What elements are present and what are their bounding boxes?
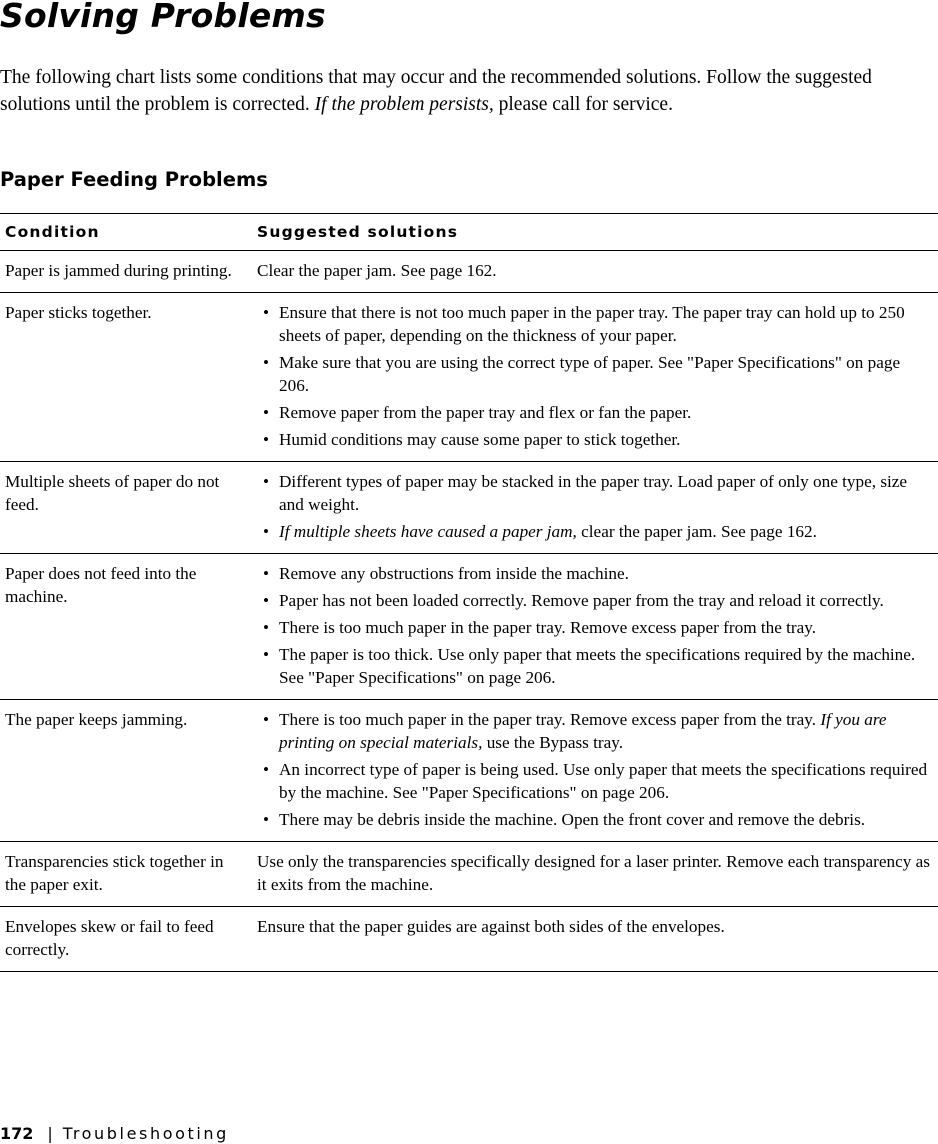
solution-text: Remove any obstructions from inside the machine.: [279, 564, 629, 583]
solutions-header: Suggested solutions: [257, 222, 459, 241]
intro-end: please call for service.: [493, 94, 673, 115]
solution-text: Different types of paper may be stacked in the paper tray. Load paper of only one type, size and weight.: [279, 472, 908, 514]
table-row: [0, 700, 938, 842]
problems-table: [0, 213, 938, 972]
chapter-name: Troubleshooting: [62, 1124, 229, 1143]
solution-text: There is too much paper in the paper tray. Remove excess paper from the tray.: [279, 710, 821, 729]
condition-cell: The paper keeps jamming.: [5, 710, 188, 729]
table-header: [0, 214, 938, 251]
table-body: [0, 251, 938, 972]
solution-item: [257, 643, 934, 689]
condition-cell: Transparencies stick together in the paper exit.: [5, 852, 224, 894]
condition-cell: Multiple sheets of paper do not feed.: [5, 472, 220, 514]
solution-text-after: clear the paper jam. See page 162.: [576, 522, 817, 541]
table-row: [0, 842, 938, 907]
table-row: [0, 462, 938, 554]
page-number: 172: [0, 1124, 34, 1143]
page-footer: [0, 1124, 229, 1144]
solution-text: Paper has not been loaded correctly. Remove paper from the tray and reload it correctly.: [279, 591, 884, 610]
solution-item: [257, 301, 934, 347]
solution-item: [257, 470, 934, 516]
solution-emphasis: If you are printing on special materials,: [279, 710, 887, 752]
solution-cell: Ensure that the paper guides are against both sides of the envelopes.: [257, 917, 725, 936]
solution-item: [257, 808, 934, 831]
solution-cell: [252, 700, 938, 842]
table-row: [0, 554, 938, 700]
table-row: [0, 293, 938, 462]
table-row: [0, 907, 938, 972]
solution-item: [257, 351, 934, 397]
intro-paragraph: [0, 64, 936, 118]
solution-text: Make sure that you are using the correct type of paper. See "Paper Specifications" on page 206.: [279, 353, 901, 395]
solution-item: [257, 708, 934, 754]
solution-item: [257, 562, 934, 585]
footer-separator: |: [47, 1124, 53, 1143]
solution-text: An incorrect type of paper is being used. Use only paper that meets the specifications required by the machine. See "Paper Specifications" on page 206.: [279, 760, 928, 802]
table-row: [0, 251, 938, 293]
solution-item: [257, 428, 934, 451]
solution-item: [257, 401, 934, 424]
solution-text: Remove paper from the paper tray and flex or fan the paper.: [279, 403, 692, 422]
condition-header: Condition: [5, 222, 100, 241]
intro-text: The following chart lists some conditions that may occur and the recommended solutions. Follow the suggested solutions until the problem is corrected.: [0, 67, 872, 115]
page-title: Solving Problems: [0, 0, 326, 35]
table-header-row: [0, 214, 938, 251]
solution-item: [257, 589, 934, 612]
solution-item: [257, 616, 934, 639]
solution-cell: [252, 554, 938, 700]
solution-text: Humid conditions may cause some paper to stick together.: [279, 430, 681, 449]
solution-item: [257, 520, 934, 543]
solution-cell: [252, 293, 938, 462]
solution-list: [257, 301, 934, 451]
solution-list: [257, 708, 934, 831]
solution-cell: Use only the transparencies specifically designed for a laser printer. Remove each transparency as it exits from the machine.: [257, 852, 930, 894]
solution-cell: Clear the paper jam. See page 162.: [257, 261, 497, 280]
solution-list: [257, 470, 934, 543]
solution-text-after: use the Bypass tray.: [482, 733, 624, 752]
solution-list: [257, 562, 934, 689]
intro-emphasis: If the problem persists,: [314, 94, 494, 115]
solution-text: Ensure that there is not too much paper in the paper tray. The paper tray can hold up to 250 sheets of paper, depending on the thickness of your paper.: [279, 303, 905, 345]
condition-cell: Paper is jammed during printing.: [5, 261, 232, 280]
solution-text: The paper is too thick. Use only paper that meets the specifications required by the machine. See "Paper Specifications" on page 206.: [279, 645, 916, 687]
condition-cell: Envelopes skew or fail to feed correctly.: [5, 917, 214, 959]
condition-cell: Paper does not feed into the machine.: [5, 564, 197, 606]
solution-cell: [252, 462, 938, 554]
solution-item: [257, 758, 934, 804]
solution-text: There is too much paper in the paper tray. Remove excess paper from the tray.: [279, 618, 817, 637]
solution-emphasis: If multiple sheets have caused a paper jam,: [279, 522, 577, 541]
section-heading: Paper Feeding Problems: [0, 168, 268, 191]
solution-text: There may be debris inside the machine. Open the front cover and remove the debris.: [279, 810, 866, 829]
condition-cell: Paper sticks together.: [5, 303, 152, 322]
